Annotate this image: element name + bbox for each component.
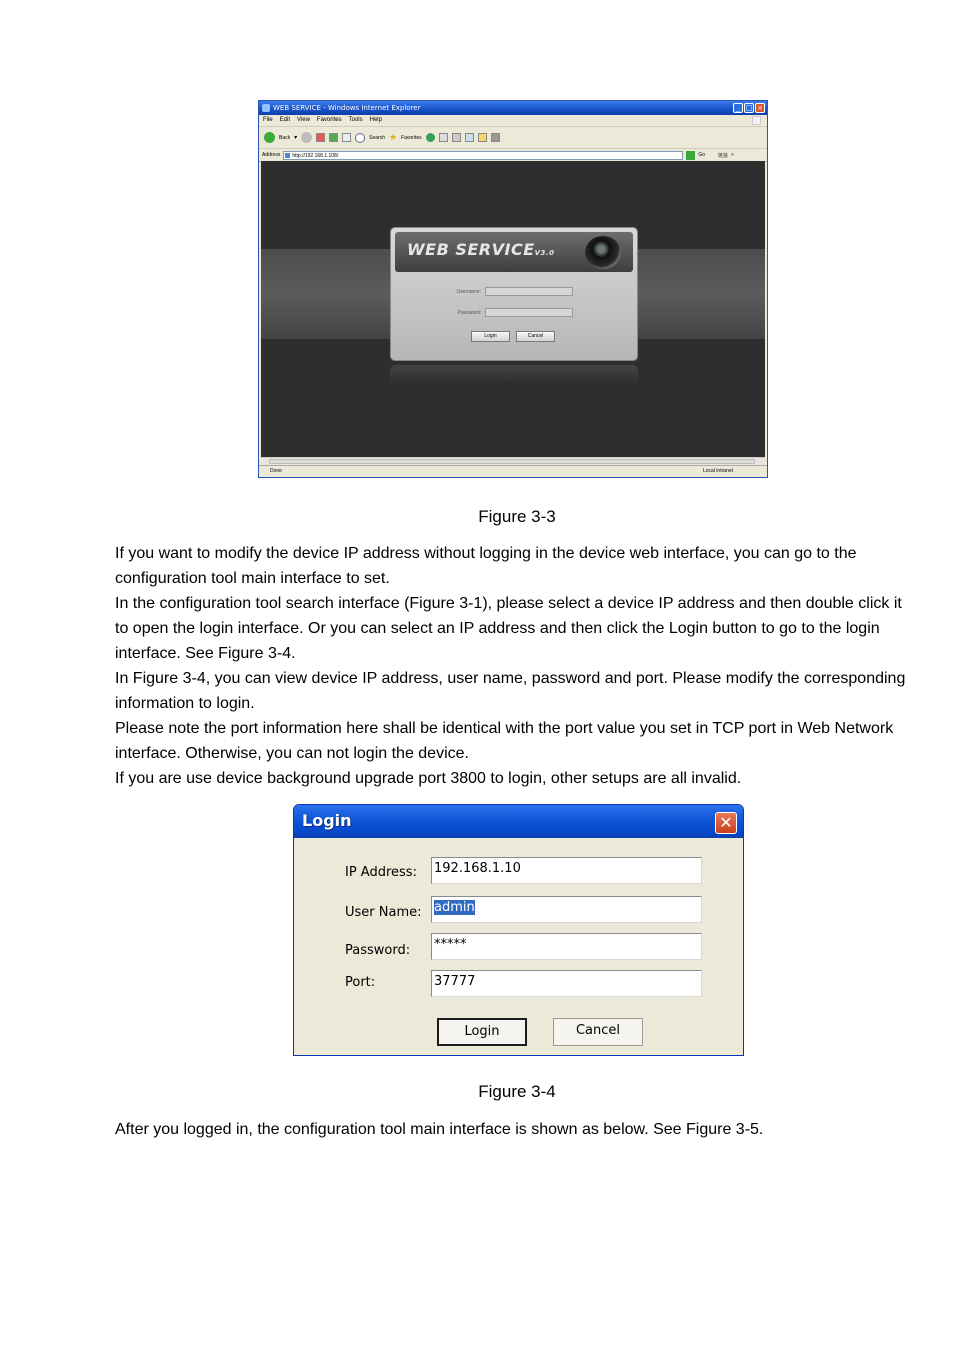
- username-label: Username:: [456, 288, 481, 295]
- go-icon[interactable]: [686, 151, 695, 160]
- figure-3-4-caption: Figure 3-4: [478, 1082, 556, 1101]
- back-label[interactable]: Back: [279, 134, 291, 141]
- go-label[interactable]: Go: [698, 152, 706, 158]
- favorites-star-icon[interactable]: ★: [388, 132, 398, 142]
- web-service-title: WEB SERVICEV3.0: [407, 240, 555, 259]
- login-dialog-title-bar: [294, 805, 743, 838]
- body-text: [115, 541, 915, 791]
- refresh-icon[interactable]: [329, 133, 338, 142]
- after-login-text: After you logged in, the configuration tool main interface is shown as below. See Figure 3-5.: [115, 1121, 764, 1138]
- password-label: Password:: [345, 943, 411, 958]
- menu-help[interactable]: Help: [369, 117, 382, 123]
- ie-browser-window: [258, 100, 768, 478]
- ip-address-label: IP Address:: [345, 865, 417, 880]
- back-icon[interactable]: [264, 132, 275, 143]
- port-label: Port:: [345, 975, 376, 990]
- ie-window-buttons: [733, 103, 765, 113]
- menu-favorites[interactable]: Favorites: [316, 117, 342, 123]
- links-label[interactable]: 链接: [718, 152, 729, 159]
- user-name-value: admin: [434, 900, 475, 915]
- print-icon[interactable]: [452, 133, 461, 142]
- web-login-panel: [390, 227, 638, 361]
- menu-edit[interactable]: Edit: [279, 117, 291, 123]
- password-input[interactable]: [485, 308, 573, 317]
- web-service-version: V3.0: [534, 249, 555, 257]
- ie-menu-bar: [259, 115, 767, 127]
- folder-icon[interactable]: [478, 133, 487, 142]
- user-name-label: User Name:: [345, 905, 422, 920]
- figure-3-3-caption: Figure 3-3: [478, 507, 556, 526]
- panel-reflection: [390, 365, 638, 383]
- address-input[interactable]: http://192.168.1.108/: [283, 151, 683, 160]
- close-icon[interactable]: ✕: [715, 812, 737, 834]
- status-done: Done: [270, 468, 282, 474]
- address-label: Address: [262, 152, 281, 158]
- user-name-input[interactable]: [431, 896, 702, 923]
- web-login-buttons: [471, 331, 555, 342]
- history-icon[interactable]: [426, 133, 435, 142]
- edit-icon[interactable]: [465, 133, 474, 142]
- username-input[interactable]: [485, 287, 573, 296]
- paragraph: If you want to modify the device IP address without logging in the device web interface, you can go to the configuration tool main interface to set.: [115, 545, 857, 587]
- maximize-icon[interactable]: □: [745, 104, 753, 112]
- ie-toolbar: [259, 127, 767, 149]
- search-icon[interactable]: [355, 133, 365, 143]
- chevron-right-icon[interactable]: »: [731, 152, 734, 158]
- ie-title-bar: [259, 101, 767, 115]
- web-login-button[interactable]: Login: [471, 331, 510, 342]
- paragraph: In the configuration tool search interface (Figure 3-1), please select a device IP address and then double click it to open the login interface. Or you can select an IP address and then click the Login button to go to the login interface. See Figure 3-4.: [115, 595, 902, 662]
- favorites-label[interactable]: Favorites: [401, 134, 422, 141]
- minimize-icon[interactable]: _: [733, 103, 743, 113]
- paragraph: In Figure 3-4, you can view device IP address, user name, password and port. Please modify the corresponding information to login.: [115, 670, 906, 712]
- paragraph: Please note the port information here shall be identical with the port value you set in TCP port in Web Network interface. Otherwise, you can not login the device.: [115, 720, 894, 762]
- home-icon[interactable]: [342, 133, 351, 142]
- cancel-button[interactable]: Cancel: [553, 1018, 643, 1046]
- ie-status-bar: [259, 465, 767, 477]
- mail-icon[interactable]: [439, 133, 448, 142]
- web-cancel-button[interactable]: Cancel: [516, 331, 555, 342]
- stop-icon[interactable]: [316, 133, 325, 142]
- menu-file[interactable]: File: [263, 117, 273, 123]
- login-button[interactable]: Login: [437, 1018, 527, 1046]
- ip-address-input[interactable]: 192.168.1.10: [431, 857, 702, 884]
- search-label[interactable]: Search: [369, 134, 385, 141]
- password-row: [443, 308, 573, 317]
- forward-icon[interactable]: [301, 132, 312, 143]
- scrollbar-thumb[interactable]: [269, 459, 755, 464]
- menu-tools[interactable]: Tools: [348, 117, 363, 123]
- messenger-icon[interactable]: [491, 133, 500, 142]
- login-dialog: [293, 804, 744, 1056]
- login-dialog-title: Login: [302, 811, 352, 830]
- password-input[interactable]: *****: [431, 933, 702, 960]
- status-zone: Local intranet: [702, 468, 733, 474]
- close-icon[interactable]: ×: [755, 103, 765, 113]
- ie-app-icon: [262, 104, 270, 112]
- web-login-header: [395, 232, 633, 272]
- port-input[interactable]: 37777: [431, 970, 702, 997]
- web-service-page: [261, 161, 765, 457]
- login-dialog-body: [297, 838, 740, 1052]
- ie-window-title: WEB SERVICE - Windows Internet Explorer: [273, 104, 421, 112]
- username-row: [443, 287, 573, 296]
- paragraph: If you are use device background upgrade port 3800 to login, other setups are all invalid.: [115, 770, 742, 787]
- back-dropdown-icon[interactable]: ▾: [294, 135, 298, 141]
- password-label: Password:: [457, 309, 481, 316]
- menu-view[interactable]: View: [297, 117, 310, 123]
- camera-lens-icon: [585, 236, 621, 269]
- windows-logo-icon: [752, 116, 761, 125]
